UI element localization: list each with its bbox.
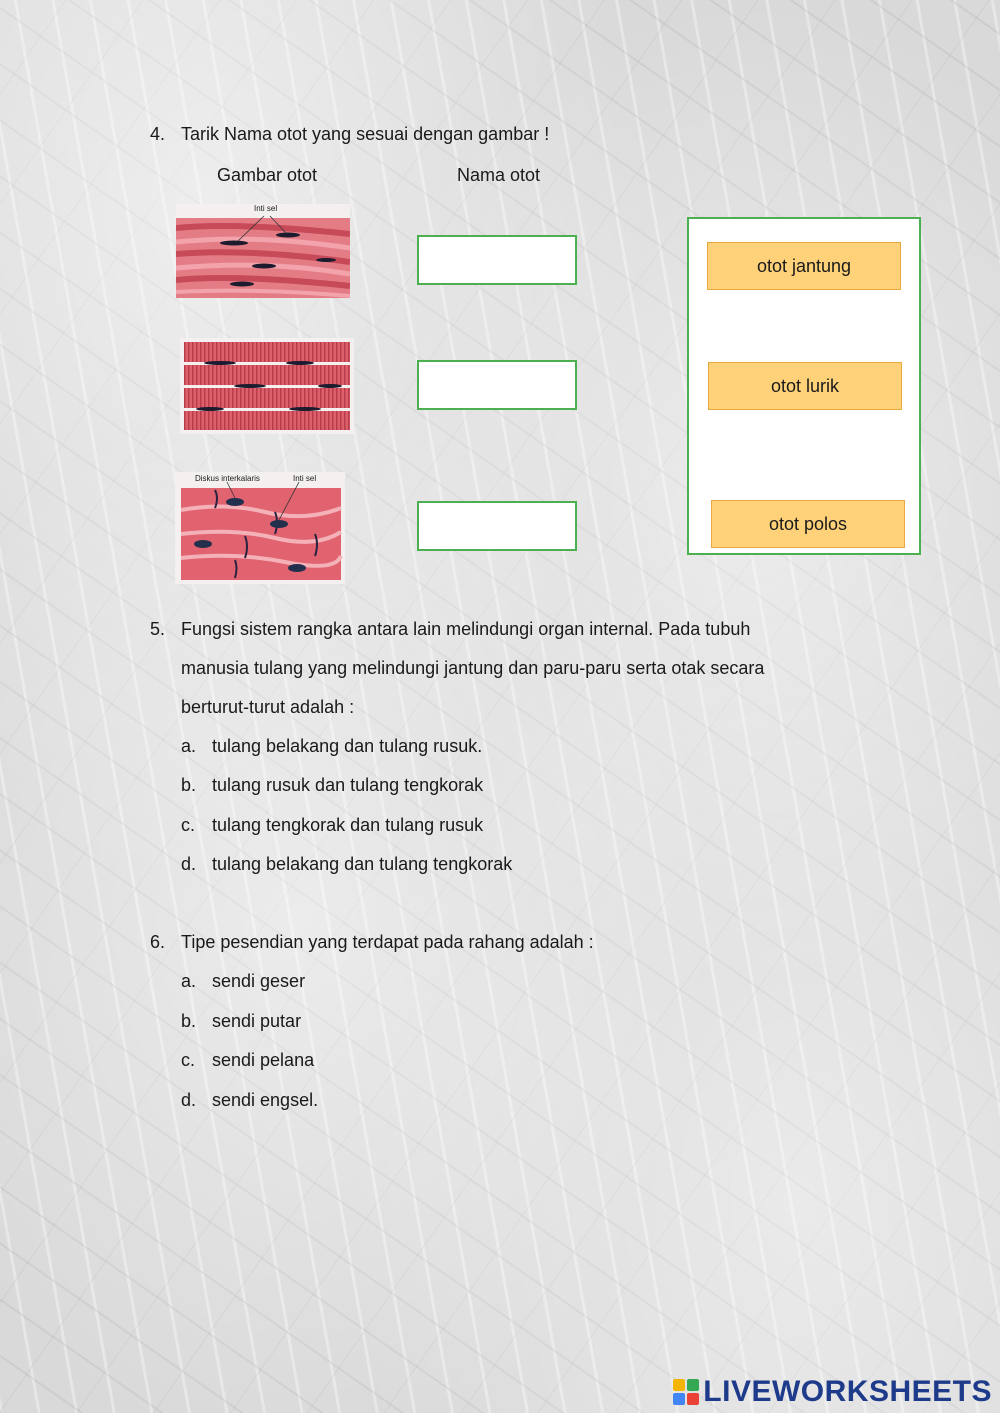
cardiac-muscle-image (175, 472, 345, 584)
nucleus-label: Inti sel (293, 474, 317, 483)
q5-line-2: manusia tulang yang melindungi jantung dan paru-paru serta otak secara (181, 658, 765, 678)
q5-option-c[interactable]: tulang tengkorak dan tulang rusuk (212, 815, 484, 835)
logo-mark-icon (673, 1379, 699, 1405)
q5-option-d[interactable]: tulang belakang dan tulang tengkorak (212, 854, 513, 874)
column-header-image: Gambar otot (217, 165, 318, 185)
q4-number: 4. (150, 124, 166, 144)
answer-drop-box-3[interactable] (417, 501, 577, 551)
logo-text: LIVEWORKSHEETS (703, 1375, 992, 1408)
q5-number: 5. (150, 619, 166, 639)
column-header-name: Nama otot (457, 165, 541, 185)
q6-option-a[interactable]: sendi geser (212, 971, 306, 991)
q5-line-1: Fungsi sistem rangka antara lain melindungi organ internal. Pada tubuh (181, 619, 751, 639)
q6-option-a-letter: a. (181, 971, 197, 991)
answer-drop-box-1[interactable] (417, 235, 577, 285)
q5-option-a-letter: a. (181, 736, 197, 756)
q6-number: 6. (150, 932, 166, 952)
nucleus-label: Inti sel (254, 204, 278, 213)
q5-option-d-letter: d. (181, 854, 197, 874)
q6-option-b-letter: b. (181, 1011, 197, 1031)
q6-option-c-letter: c. (181, 1050, 196, 1070)
q5-option-b[interactable]: tulang rusuk dan tulang tengkorak (212, 775, 484, 795)
intercalated-disc-label: Diskus interkalaris (195, 474, 260, 483)
q4-prompt: Tarik Nama otot yang sesuai dengan gambar ! (181, 124, 550, 144)
liveworksheets-logo[interactable] (673, 1375, 992, 1409)
q5-line-3: berturut-turut adalah : (181, 697, 355, 717)
smooth-muscle-image (176, 204, 350, 298)
q5-option-a[interactable]: tulang belakang dan tulang rusuk. (212, 736, 483, 756)
q6-prompt: Tipe pesendian yang terdapat pada rahang adalah : (181, 932, 594, 952)
q6-option-d-letter: d. (181, 1090, 197, 1110)
answer-drop-box-2[interactable] (417, 360, 577, 410)
q6-option-b[interactable]: sendi putar (212, 1011, 302, 1031)
chip-otot-jantung[interactable]: otot jantung (707, 242, 901, 290)
chip-otot-polos[interactable]: otot polos (711, 500, 905, 548)
chip-otot-lurik[interactable]: otot lurik (708, 362, 902, 410)
skeletal-muscle-image (180, 338, 354, 434)
q6-option-c[interactable]: sendi pelana (212, 1050, 315, 1070)
q5-option-b-letter: b. (181, 775, 197, 795)
q6-option-d[interactable]: sendi engsel. (212, 1090, 319, 1110)
q5-option-c-letter: c. (181, 815, 196, 835)
